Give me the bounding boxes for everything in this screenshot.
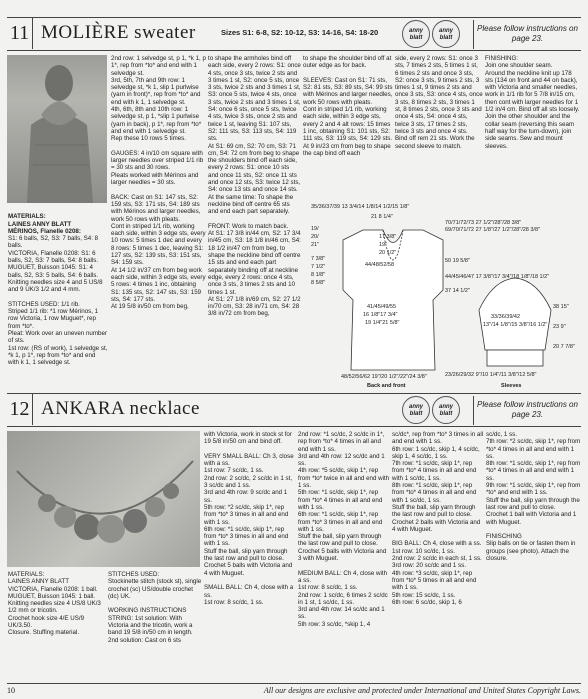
dim-label: 16 1/8"17 3/4" xyxy=(363,312,398,318)
dim-label: 19" xyxy=(379,242,388,248)
dim-label: 41/45/49/55 xyxy=(367,304,397,310)
materials-text: S1: 6 balls, S2, S3: 7 balls, S4: 8 balls. VICTORIA, Flanelle 0208: S1: 6 balls, S2, S3: 7 balls, S4: 8 balls. MUGUET, Buisson 1045: S1: 4 balls, S2, S3: 5 balls, S4: 6 balls. Knitting needles size 4 and 5 US/8 and 9 UK/3 1/2 and 4 mm. STITCHES USED: 1/1 rib. Striped 1/1 rib: *1 row Mérinos, 1 row Victoria, 1 row Muguet*, rep from *to*. Pleat: Work over an uneven number of sts. 1st row: (RS of work), 1 selvedge st, *k 1, p 1*, rep from *to* and end with k 1, 1 selvedge st. xyxy=(8,235,108,367)
text-column-4: 2nd row: *1 sc/dc, 2 sc/dc in 1*, rep from *to* 4 times in all and end with 1 ss. 3rd and 4th row: 12 sc/dc and 1 ss. 4th row: *5 sc/dc, skip 1*, rep from *to* twice in all and end with 1 ss. 5th row: *1 sc/dc, skip 1*, rep from *to* 4 times in all and end with 1 ss. 6th row: *1 sc/dc, skip 1*, rep from *to* 3 times in all and end with 1 ss. Stuff the ball, slip yarn through the last row and pull to close. Crochet 5 balls with Victoria and 3 with Muguet. MEDIUM BALL: Ch 4, close with a ss. 1st row: 8 sc/dc, 1 ss. 2nd row: 1 sc/dc, 6 times 2 sc/dc in 1 st, 1 sc/dc, 1 ss. 3rd and 4th row: 14 sc/dc and 1 ss. 5th row: 3 sc/dc, *skip 1, 4 xyxy=(298,431,390,628)
dim-label: 7 3/8" xyxy=(311,256,326,262)
instructions-note: Please follow instructions on page 23. xyxy=(473,20,581,49)
dim-label: 8 1/8" xyxy=(311,272,326,278)
brand-badge: anny blatt xyxy=(402,396,430,424)
dim-top: 35/36/37/39 13 3/4/14 1/8/14 1/2/15 1/8" xyxy=(311,204,410,210)
dim-label: 19 1/4"21 5/8" xyxy=(365,320,400,326)
dim-label: 13"/14 1/8"/15 3/8"/16 1/2" xyxy=(483,322,548,328)
text-column-3: with Victoria, work in stock st for 19 5/8 in/50 cm and bind off. VERY SMALL BALL: Ch 3, close with a ss. 1st row: 7 sc/dc, 1 ss. 2nd row: 2 sc/dc, 2 sc/dc in 1 st, 3 sc/dc and 1 ss. 3rd and 4th row: 9 sc/dc and 1 ss. 5th row: *2 sc/dc, skip 1*, rep from *to* 3 times in all and end with 1 ss. 6th row: *1 sc/dc, skip 1*, rep from *to* 3 times in all and end with 1 ss. Stuff the ball, slip yarn through the last row and pull to close. Crochet 5 balls with Victoria and 4 with Muguet. SMALL BALL: Ch 4, close with a ss. 1st row: 8 sc/dc, 1 ss. xyxy=(204,431,294,606)
page-footer xyxy=(7,683,581,697)
necklace-photo xyxy=(7,431,200,567)
text-column-4: to shape the shoulder bind off at outer edge as for back. SLEEVES: Cast on S1: 71 sts, S2: 81 sts, S3: 89 sts, S4: 99 sts with Mérinos and larger needles, work 50 rows with pleats. Cont in striped 1/1 rib, working each side, within 3 edge sts, every 2 and 4 alt rows: 15 times 1 inc, obtaining S1: 101 sts, S2: 111 sts, S3: 119 sts, S4: 129 sts. At 9 in/23 cm from beg to shape the cap bind off each xyxy=(303,55,393,157)
dim-neck: 21 8 1/4" xyxy=(371,214,393,220)
text-column-2: 2nd row: 1 selvedge st, p 1, *k 1, p 1*, rep from *to* and end with 1 selvedge st. 3rd, 5th, 7th and 9th row: 1 selvedge st, *k 1, slip 1 purlwise (yarn in front)*, rep from *to* and end with k 1, 1 selvedge st. 4th, 6th, 8th and 10th row: 1 selvedge st, p 1, *slip 1 purlwise (yarn in back), p 1*, rep from *to* and end with 1 selvedge st. Rep these 10 rows 5 times. GAUGES: 4 in/10 cm square with larger needles over striped 1/1 rib = 30 sts and 30 rows. Pleats worked with Mérinos and larger needles = 30 sts. BACK: Cast on S1: 147 sts, S2: 159 sts, S3: 171 sts, S4: 189 sts with Mérinos and larger needles, work 50 rows with pleats. Cont in striped 1/1 rib, working each side, within 3 edge sts, every 10 rows: 5 times 1 dec and every 8 rows: 5 times 1 dec, leaving S1: 127 sts, S2: 139 sts, S3: 151 sts, S4: 159 sts. At 14 1/2 in/37 cm from beg work each side, within 3 edge sts, every 5 rows: 4 times 1 inc, obtaining S1: 135 sts, S2: 147 sts, S3: 159 sts, S4: 177 sts. At 19 5/8 in/50 cm from beg, xyxy=(111,55,206,311)
copyright-notice: All our designs are exclusive and protected under International and United States Copyright Laws. xyxy=(263,686,581,695)
materials-block: MATERIALS: LAINES ANNY BLATT VICTORIA, Flanelle 0208: 1 ball. MUGUET, Buisson 1045: 1 ball. Knitting needles size 4 US/8 UK/3 1/2 mm or tricotin. Crochet hook size 4/E US/9 UK/3.50. Closure. Stuffing material. xyxy=(8,571,101,637)
dim-label: 44/45/46/47 17 3/8"/17 3/4"/18 1/8"/18 1/2" xyxy=(445,274,550,280)
dim-label: 20 1/2" xyxy=(379,250,397,256)
text-column-3: to shape the armholes bind off each side, every 2 rows: S1: once 4 sts, once 3 sts, twice 2 sts and 3 times 1 st, S2: once 5 sts, once 3 sts, twice 2 sts and 3 times 1 st, S3: once 5 sts, twice 4 sts, once 3 sts, twice 2 sts and 3 times 1 st, S4: once 6 sts, once 5 sts, twice 4 sts, twice 3 sts, once 2 sts and twice 1 st, leaving S1: 107 sts, S2: 111 sts, S3: 113 sts, S4: 119 sts. At S1: 69 cm, S2: 70 cm, S3: 71 cm, S4: 72 cm from beg to shape the shoulders bind off each side, every 2 rows: S1: once 10 sts and once 11 sts, S2: once 11 sts and once 12 sts, S3: twice 12 sts, S4: once 13 sts and once 14 sts. At the same time: To shape the neckline bind off centre 65 sts and end each part separately. FRONT: Work to match back. At S1: 17 3/8 in/44 cm, S2: 17 3/4 in/45 cm, S3: 18 1/8 in/46 cm, S4: 18 1/2 in/47 cm from beg, to shape the neckline bind off centre 15 sts and end each part separately binding off at neckline edge, every 2 rows: once 4 sts, once 3 sts, 3 times 2 sts and 10 times 1 st. At S1: 27 1/8 in/69 cm, S2: 27 1/2 in/70 cm, S3: 28 in/71 cm, S4: 28 3/8 in/72 cm from beg, xyxy=(208,55,301,318)
dim-bottom: 48/52/56/62 19"/20 1/2"/22"/24 3/8" xyxy=(341,374,427,380)
dim-label: 44/48/52/58 xyxy=(365,262,395,268)
necklace-balls xyxy=(7,431,200,567)
dim-label: 23 9" xyxy=(553,324,566,330)
finishing-column: FINISHING: Join one shoulder seam. Around the neckline knit up 178 sts (134 on front and 44 on back), with Victoria and smaller needles, work in 1/1 rib for 5 7/8 in/15 cm, then cont with larger needles for 1 1/2 in/4 cm. Bind off all sts loosely. Join the other shoulder and the collar seam (reversing this seam half way for the turn-down), join side seams. Sew and mount sleeves. xyxy=(485,55,580,150)
section-number: 11 xyxy=(7,18,33,49)
stitches-block: STITCHES USED: Stockinette stitch (stock st), single crochet (sc) US/double crochet (dc) UK. WORKING INSTRUCTIONS STRING: 1st solution: With Victoria and the tricotin, work a band 19 5/8 in/50 cm in length. 2nd solution: Cast on 6 sts xyxy=(108,571,202,644)
text-column-5: side, every 2 rows: S1: once 3 sts, 7 times 2 sts, 5 times 1 st, 6 times 2 sts and once 3 sts, S2: once 3 sts, 9 times 2 sts, 3 times 1 st, 9 times 2 sts and once 3 sts, S3: once 4 sts, once 3 sts, 8 times 2 sts, 3 times 1 st, 8 times 2 sts, once 3 sts and once 4 sts, S4: once 4 sts, twice 3 sts, 17 times 2 sts, twice 3 sts and once 4 sts. Bind off rem 21 sts. Work the second sleeve to match. xyxy=(395,55,483,150)
section-11-header xyxy=(7,17,581,51)
model-figure xyxy=(7,55,107,203)
dim-label: 19/ xyxy=(311,226,319,232)
sizes-line: Sizes S1: 6-8, S2: 10-12, S3: 14-16, S4: 18-20 xyxy=(221,28,379,37)
page-number: 10 xyxy=(7,686,15,695)
diagram-caption: Sleeves xyxy=(501,383,522,389)
dim-label: 37 14 1/2" xyxy=(445,288,470,294)
dim-label: 69/70/71/72 27 1/8"/27 1/2"/28"/28 3/8" xyxy=(445,227,540,233)
dim-neck-depth: 17 3/8" xyxy=(379,234,397,240)
sweater-photo xyxy=(7,55,107,203)
dim-label: 23/26/29/32 9"/10 1/4"/11 3/8"/12 5/8" xyxy=(445,372,537,378)
pattern-title: MOLIÈRE sweater xyxy=(41,22,196,43)
diagram-caption: Back and front xyxy=(367,383,406,389)
text-column-6: sc/dc, 1 ss. 7th row: *2 sc/dc, skip 1*, rep from *to* 4 times in all and end with 1 ss. 8th row: *1 sc/dc, skip 1*, rep from *to* 4 times in all and end with 1 ss. 9th row: *1 sc/dc, skip 1*, rep from *to* and end with 1 ss. Stuff the ball, slip yarn through the last row and pull to close. Crochet 1 ball with Victoria and 1 with Muguet. FINISCHING Slip balls on tie or fasten them in groups (see photo). Attach the closure. xyxy=(486,431,581,563)
dim-label: 20 7 7/8" xyxy=(553,344,575,350)
dim-label: 38 15" xyxy=(553,304,569,310)
dim-label: 70/71/72/73 27 1/2"/28"/28 3/8" xyxy=(445,220,522,226)
schematic-diagram xyxy=(303,200,583,388)
section-number: 12 xyxy=(7,394,33,425)
brand-badge: anny blatt xyxy=(432,20,460,48)
dim-label: 8 5/8" xyxy=(311,280,326,286)
dim-label: 50 19 5/8" xyxy=(445,258,470,264)
materials-block xyxy=(8,206,108,384)
dim-label: 7 1/2" xyxy=(311,264,326,270)
text-column-5: sc/dc*, rep from *to* 3 times in all and end with 1 ss. 6th row: 1 sc/dc, skip 1, 4 sc/dc, skip 1, 4 sc/dc, 1 ss. 7th row: *1 sc/dc, skip 1*, rep from *to* 4 times in all and end with 1 sc/dc, 1 ss. 8th row: *1 sc/dc, skip 1*, rep from *to* 4 times in all and end with 1 sc/dc, 1 ss. Stuff the ball, slip yarn through the last row and pull to close. Crochet 2 balls with Victoria and 4 with Muguet. BIG BALL: Ch 4, close with a ss. 1st row: 10 sc/dc, 1 ss. 2nd row: 2 sc/dc in each st, 1 ss. 3rd row: 20 sc/dc and 1 ss. 4th row: *3 sc/dc, skip 1*, rep from *to* 5 times in all and end with 1 ss. 5th row: 15 sc/dc, 1 ss. 6th row: 6 sc/dc, skip 1, 6 xyxy=(392,431,484,606)
pattern-title: ANKARA necklace xyxy=(41,398,200,419)
brand-badge: anny blatt xyxy=(402,20,430,48)
dim-label: 21" xyxy=(311,242,320,248)
instructions-note: Please follow instructions on page 23. xyxy=(473,396,581,425)
dim-label: 20/ xyxy=(311,234,319,240)
materials-heading: MATERIALS: LAINES ANNY BLATT MÉRINOS, Flanelle 0208: xyxy=(8,213,81,235)
brand-badge: anny blatt xyxy=(432,396,460,424)
section-12-header xyxy=(7,393,581,427)
dim-label: 33/36/39/42 xyxy=(491,314,521,320)
